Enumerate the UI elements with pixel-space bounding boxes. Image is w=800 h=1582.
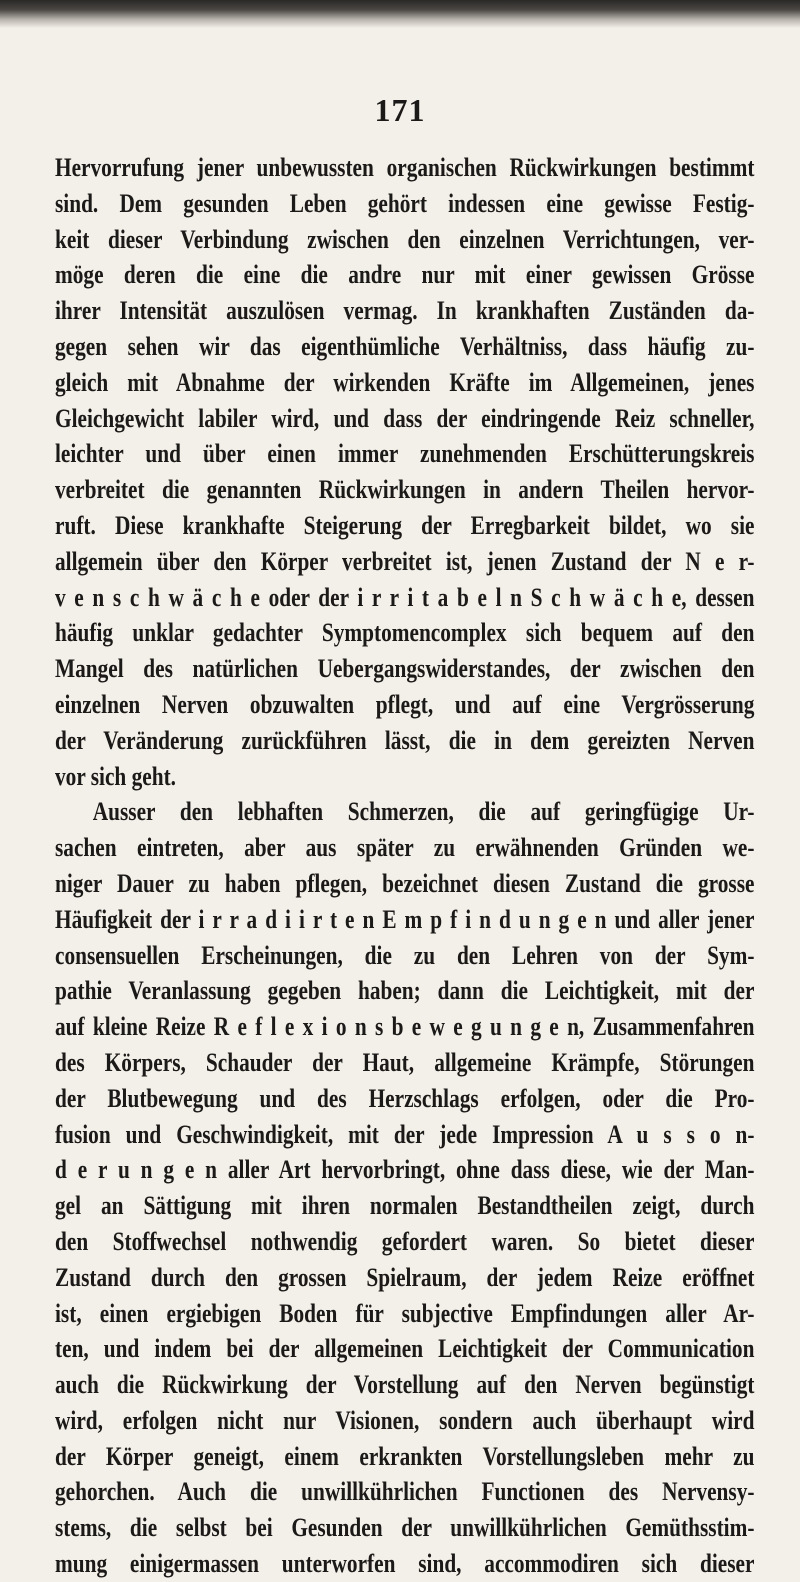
text-line: Hervorrufung jener unbewussten organischen Rückwirkungen bestimmt [55, 153, 755, 182]
text-line: Häufigkeit der i r r a d i i r t e n E m p f i n d u n g e n und aller jener [55, 904, 755, 934]
text-line: gehorchen. Auch die unwillkührlichen Functionen des Nervensy- [55, 1477, 755, 1507]
text-line: ruft. Diese krankhafte Steigerung der Erregbarkeit bildet, wo sie [55, 510, 755, 540]
text-line: möge deren die eine die andre nur mit einer gewissen Grösse [55, 260, 755, 290]
text-line: keit dieser Verbindung zwischen den einzelnen Verrichtungen, ver- [55, 224, 755, 254]
text-line: sachen eintreten, aber aus später zu erwähnenden Gründen we- [55, 833, 755, 863]
text-line: Ausser den lebhaften Schmerzen, die auf geringfügige Ur- [92, 797, 755, 827]
page-number: 171 [374, 92, 426, 128]
text-line: consensuellen Erscheinungen, die zu den Lehren von der Sym- [55, 940, 755, 970]
text-line: niger Dauer zu haben pflegen, bezeichnet diesen Zustand die grosse [55, 868, 755, 898]
text-line: gegen sehen wir das eigenthümliche Verhältniss, dass häufig zu- [55, 331, 755, 361]
text-line: der Veränderung zurückführen lässt, die in dem gereizten Nerven [55, 725, 755, 755]
text-line: stems, die selbst bei Gesunden der unwillkührlichen Gemüthsstim- [55, 1513, 755, 1543]
text-line: d e r u n g e n aller Art hervorbringt, ohne dass diese, wie der Man- [55, 1155, 755, 1185]
text-line: Zustand durch den grossen Spielraum, der jedem Reize eröffnet [55, 1262, 755, 1292]
text-line: pathie Veranlassung gegeben haben; dann die Leichtigkeit, mit der [55, 976, 755, 1006]
text-line: v e n s c h w ä c h e oder der i r r i t a b e l n S c h w ä c h e, dessen [55, 582, 755, 612]
text-line: auch die Rückwirkung der Vorstellung auf den Nerven begünstigt [55, 1370, 755, 1400]
text-line: gleich mit Abnahme der wirkenden Kräfte im Allgemeinen, jenes [55, 367, 755, 397]
body-text [55, 150, 755, 1582]
text-line: den Stoffwechsel nothwendig gefordert waren. So bietet dieser [55, 1226, 755, 1256]
text-line: vor sich geht. [55, 761, 177, 791]
text-line: häufig unklar gedachter Symptomencomplex sich bequem auf den [55, 618, 755, 648]
text-line: der Körper geneigt, einem erkrankten Vorstellungsleben mehr zu [55, 1441, 755, 1471]
text-line: ist, einen ergiebigen Boden für subjective Empfindungen aller Ar- [55, 1298, 755, 1328]
page-top-edge [0, 0, 800, 28]
text-line: wird, erfolgen nicht nur Visionen, sondern auch überhaupt wird [55, 1405, 755, 1435]
text-line: einzelnen Nerven obzuwalten pflegt, und auf eine Vergrösserung [55, 689, 755, 719]
text-line: leichter und über einen immer zunehmenden Erschütterungskreis [55, 439, 755, 469]
text-line: gel an Sättigung mit ihren normalen Bestandtheilen zeigt, durch [55, 1191, 755, 1221]
text-line: des Körpers, Schauder der Haut, allgemeine Krämpfe, Störungen [55, 1047, 755, 1077]
text-line: Gleichgewicht labiler wird, und dass der eindringende Reiz schneller, [55, 403, 755, 433]
text-line: Mangel des natürlichen Uebergangswiderstandes, der zwischen den [55, 654, 755, 684]
text-line: ten, und indem bei der allgemeinen Leichtigkeit der Communication [55, 1334, 755, 1364]
text-line: der Blutbewegung und des Herzschlags erfolgen, oder die Pro- [55, 1083, 755, 1113]
text-line: ihrer Intensität auszulösen vermag. In krankhaften Zuständen da- [55, 296, 755, 326]
text-line: mung einigermassen unterworfen sind, accommodiren sich dieser [55, 1549, 755, 1579]
text-line: fusion und Geschwindigkeit, mit der jede Impression A u s s o n- [55, 1119, 755, 1149]
text-line: sind. Dem gesunden Leben gehört indessen eine gewisse Festig- [55, 188, 755, 218]
text-line: allgemein über den Körper verbreitet ist, jenen Zustand der N e r- [55, 546, 755, 576]
text-line: auf kleine Reize R e f l e x i o n s b e w e g u n g e n, Zusammenfahren [55, 1012, 755, 1042]
text-line: verbreitet die genannten Rückwirkungen in andern Theilen hervor- [55, 475, 755, 505]
